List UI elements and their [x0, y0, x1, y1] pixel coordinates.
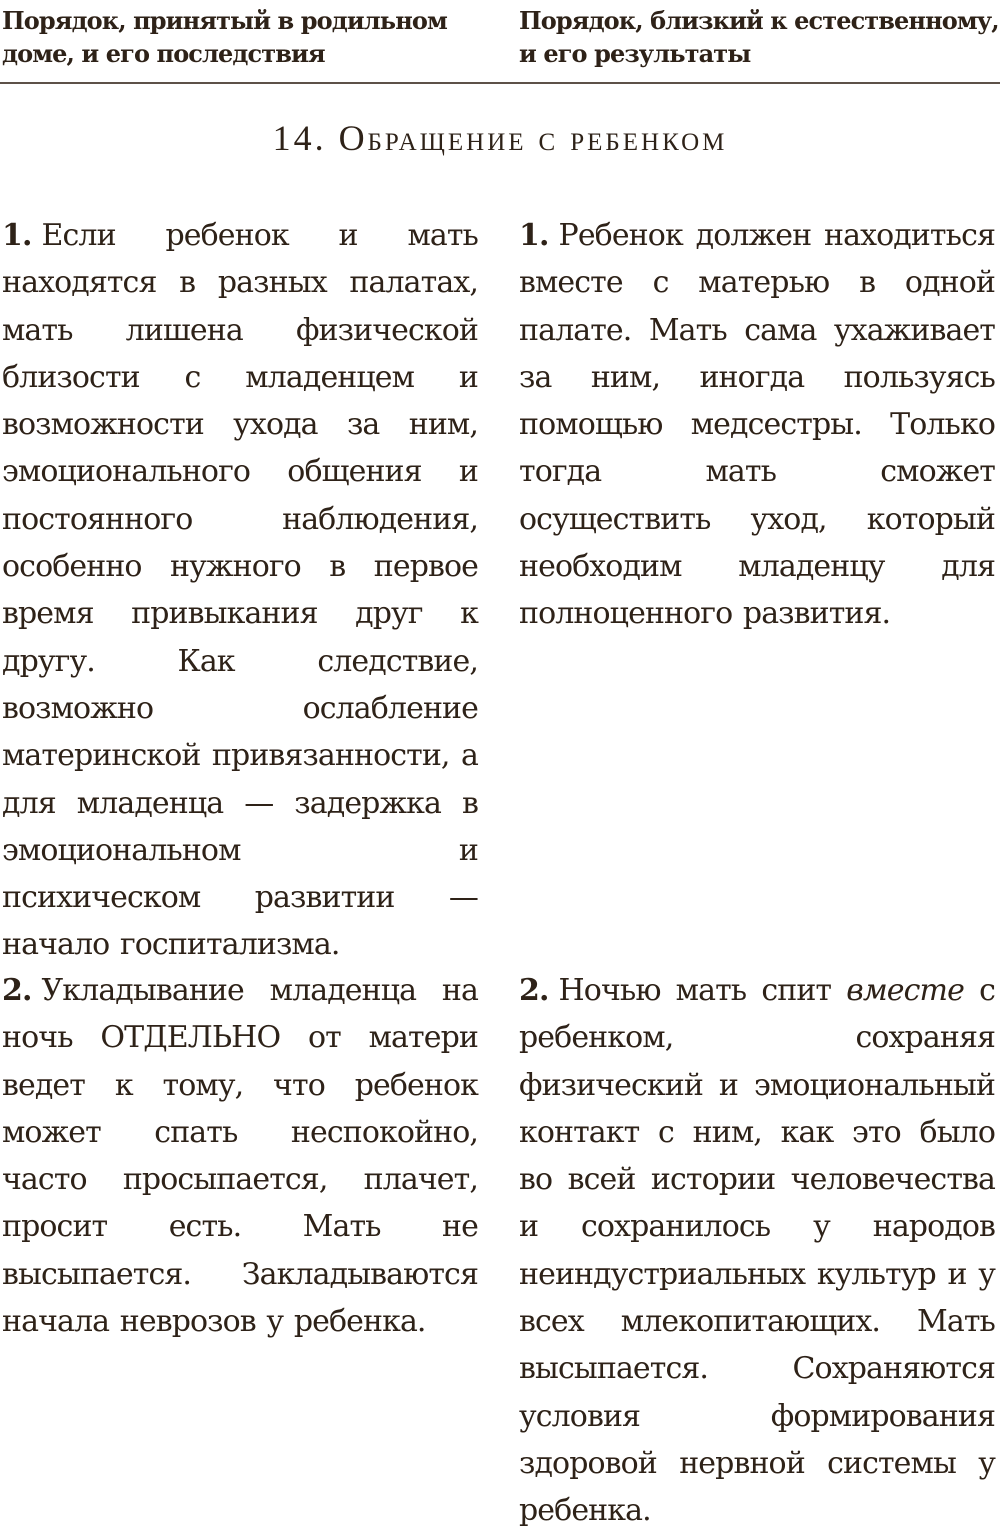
- left-column-heading: [2, 4, 492, 70]
- right-heading-line-1: Порядок, близкий к естественному,: [519, 6, 999, 35]
- item-number: 2.: [2, 973, 32, 1008]
- item-text: Укладывание младенца на ночь ОТДЕЛЬНО от матери ведет к тому, что ребенок может спать неспокойно, часто просыпается, плачет, просит есть. Мать не высыпается. Закладываются начала неврозов у ребенка.: [2, 973, 478, 1340]
- left-item-2: [2, 967, 478, 1345]
- item-number: 2.: [519, 973, 549, 1008]
- left-heading-line-1: Порядок, принятый в родильном: [2, 6, 447, 35]
- item-text-start: Ночью мать спит: [558, 973, 832, 1008]
- right-item-2: [519, 967, 995, 1535]
- item-text-end: с ребенком, сохраняя физический и эмоциональный контакт с ним, как это было во всей истории человечества и сохранилось у народов неиндустриальных культур и у всех млекопитающих. Мать высыпается. Сохраняются условия формирования здоровой нервной системы у ребенка.: [519, 973, 995, 1529]
- left-item-1: [2, 212, 478, 969]
- item-text: Если ребенок и мать находятся в разных палатах, мать лишена физической близости с младенцем и возможности ухода за ним, эмоционального общения и постоянного наблюдения, особенно нужного в первое время привыкания друг к другу. Как следствие, возможно ослабление материнской привязанности, а для младенца — задержка в эмоциональном и психическом развитии — начало госпитализма.: [2, 218, 478, 963]
- column-header: [0, 0, 1000, 84]
- right-column-heading: [519, 4, 999, 70]
- item-number: 1.: [519, 218, 549, 253]
- right-heading-line-2: и его результаты: [519, 39, 751, 68]
- item-number: 1.: [2, 218, 32, 253]
- item-text-emphasis: вместе: [846, 973, 964, 1008]
- right-item-1: [519, 212, 995, 638]
- section-title: 14. Обращение с ребенком: [272, 118, 728, 158]
- item-text: Ребенок должен находиться вместе с матерью в одной палате. Мать сама ухаживает за ним, иногда пользуясь помощью медсестры. Только тогда мать сможет осуществить уход, который необходим младенцу для полноценного развития.: [519, 218, 995, 632]
- left-heading-line-2: доме, и его последствия: [2, 39, 325, 68]
